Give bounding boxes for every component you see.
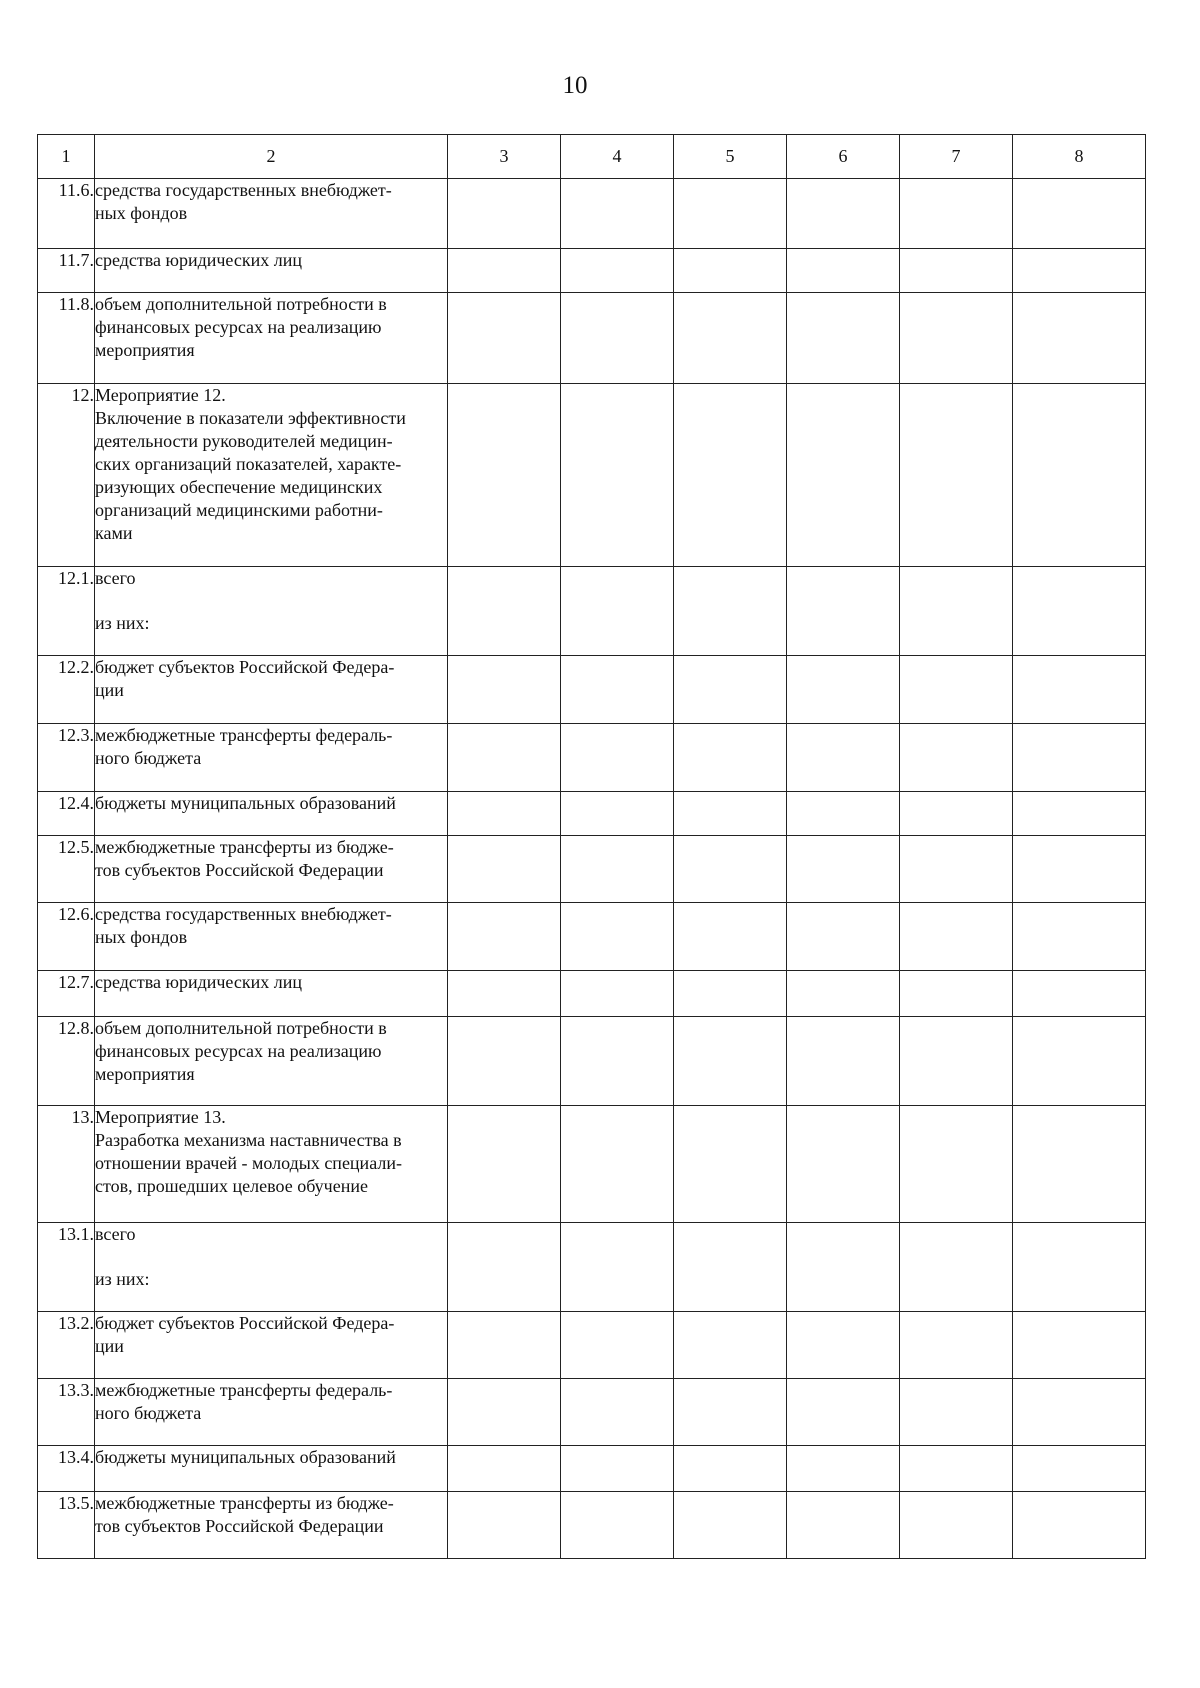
table-row <box>38 903 1146 971</box>
row-description <box>95 1106 448 1223</box>
value-cell <box>561 1312 674 1379</box>
description-line: межбюджетные трансферты федераль- <box>95 1380 393 1400</box>
value-cell <box>561 384 674 567</box>
value-cell <box>900 384 1013 567</box>
description-line: межбюджетные трансферты из бюдже- <box>95 837 394 857</box>
page-number: 10 <box>562 72 588 99</box>
column-header: 1 <box>38 135 95 179</box>
column-header: 4 <box>561 135 674 179</box>
value-cell <box>448 249 561 293</box>
description-line: ного бюджета <box>95 748 202 768</box>
value-cell <box>674 724 787 792</box>
description-line: тов субъектов Российской Федерации <box>95 1516 384 1536</box>
value-cell <box>787 1017 900 1106</box>
column-header: 8 <box>1013 135 1146 179</box>
description-line: отношении врачей - молодых специали- <box>95 1153 402 1173</box>
row-description <box>95 1379 448 1446</box>
value-cell <box>900 1017 1013 1106</box>
description-subline: из них: <box>95 613 150 633</box>
value-cell <box>1013 1312 1146 1379</box>
description-line: ских организаций показателей, характе- <box>95 454 402 474</box>
row-description <box>95 179 448 249</box>
table-row <box>38 1017 1146 1106</box>
table-row <box>38 567 1146 656</box>
row-description <box>95 567 448 656</box>
value-cell <box>900 903 1013 971</box>
description-line: межбюджетные трансферты из бюдже- <box>95 1493 394 1513</box>
row-description <box>95 1223 448 1312</box>
value-cell <box>787 836 900 903</box>
description-subline: из них: <box>95 1269 150 1289</box>
description-line: ных фондов <box>95 203 188 223</box>
value-cell <box>1013 1379 1146 1446</box>
row-description <box>95 656 448 724</box>
value-cell <box>900 836 1013 903</box>
description-line: ции <box>95 680 124 700</box>
table-row <box>38 724 1146 792</box>
table-body <box>38 179 1146 1559</box>
value-cell <box>787 971 900 1017</box>
value-cell <box>787 1446 900 1492</box>
value-cell <box>1013 249 1146 293</box>
value-cell <box>1013 836 1146 903</box>
row-description <box>95 1017 448 1106</box>
row-description <box>95 971 448 1017</box>
value-cell <box>900 656 1013 724</box>
description-line: Мероприятие 12. <box>95 385 226 405</box>
description-line: средства государственных внебюджет- <box>95 904 392 924</box>
description-line: ного бюджета <box>95 1403 202 1423</box>
value-cell <box>448 567 561 656</box>
row-number: 12. <box>38 384 95 567</box>
value-cell <box>900 293 1013 384</box>
row-description <box>95 249 448 293</box>
table-row <box>38 971 1146 1017</box>
row-description <box>95 792 448 836</box>
value-cell <box>900 1379 1013 1446</box>
value-cell <box>448 724 561 792</box>
description-line: финансовых ресурсах на реализацию <box>95 1041 382 1061</box>
table-row <box>38 293 1146 384</box>
value-cell <box>448 792 561 836</box>
table-row <box>38 792 1146 836</box>
value-cell <box>561 1379 674 1446</box>
value-cell <box>787 1492 900 1559</box>
description-line: Разработка механизма наставничества в <box>95 1130 402 1150</box>
table-row <box>38 1446 1146 1492</box>
row-number: 13.4. <box>38 1446 95 1492</box>
table-row <box>38 1106 1146 1223</box>
value-cell <box>674 249 787 293</box>
value-cell <box>561 903 674 971</box>
column-header: 2 <box>95 135 448 179</box>
value-cell <box>900 1106 1013 1223</box>
value-cell <box>448 1223 561 1312</box>
description-line: ками <box>95 523 133 543</box>
value-cell <box>1013 656 1146 724</box>
value-cell <box>561 724 674 792</box>
value-cell <box>561 792 674 836</box>
description-line: Включение в показатели эффективности <box>95 408 406 428</box>
description-line: стов, прошедших целевое обучение <box>95 1176 368 1196</box>
value-cell <box>448 1312 561 1379</box>
description-line: всего <box>95 1224 136 1244</box>
value-cell <box>900 1223 1013 1312</box>
value-cell <box>787 903 900 971</box>
description-line: бюджеты муниципальных образований <box>95 793 396 813</box>
value-cell <box>674 1492 787 1559</box>
value-cell <box>448 656 561 724</box>
value-cell <box>674 1017 787 1106</box>
description-line: мероприятия <box>95 1064 195 1084</box>
value-cell <box>448 836 561 903</box>
value-cell <box>900 179 1013 249</box>
budget-table <box>37 134 1146 1559</box>
value-cell <box>674 971 787 1017</box>
value-cell <box>561 1492 674 1559</box>
value-cell <box>448 1446 561 1492</box>
table-row <box>38 179 1146 249</box>
row-number: 12.3. <box>38 724 95 792</box>
value-cell <box>1013 724 1146 792</box>
table-row <box>38 1492 1146 1559</box>
value-cell <box>561 249 674 293</box>
value-cell <box>900 1492 1013 1559</box>
value-cell <box>1013 567 1146 656</box>
value-cell <box>900 792 1013 836</box>
value-cell <box>448 384 561 567</box>
row-number: 12.5. <box>38 836 95 903</box>
description-line: бюджет субъектов Российской Федера- <box>95 1313 395 1333</box>
description-line: ных фондов <box>95 927 188 947</box>
description-line: мероприятия <box>95 340 195 360</box>
description-line: объем дополнительной потребности в <box>95 294 387 314</box>
description-line: бюджет субъектов Российской Федера- <box>95 657 395 677</box>
value-cell <box>787 1312 900 1379</box>
value-cell <box>787 249 900 293</box>
value-cell <box>674 1379 787 1446</box>
value-cell <box>900 1312 1013 1379</box>
row-number: 11.8. <box>38 293 95 384</box>
value-cell <box>787 656 900 724</box>
value-cell <box>900 724 1013 792</box>
value-cell <box>787 1106 900 1223</box>
value-cell <box>1013 179 1146 249</box>
value-cell <box>1013 1223 1146 1312</box>
table-row <box>38 1379 1146 1446</box>
value-cell <box>674 567 787 656</box>
table-row <box>38 836 1146 903</box>
value-cell <box>787 1379 900 1446</box>
row-description <box>95 1446 448 1492</box>
value-cell <box>448 903 561 971</box>
description-line: межбюджетные трансферты федераль- <box>95 725 393 745</box>
table-row <box>38 1312 1146 1379</box>
column-header: 3 <box>448 135 561 179</box>
column-header: 6 <box>787 135 900 179</box>
value-cell <box>674 1312 787 1379</box>
value-cell <box>1013 792 1146 836</box>
description-line: тов субъектов Российской Федерации <box>95 860 384 880</box>
row-number: 12.8. <box>38 1017 95 1106</box>
value-cell <box>1013 903 1146 971</box>
value-cell <box>1013 1017 1146 1106</box>
value-cell <box>561 1106 674 1223</box>
value-cell <box>674 836 787 903</box>
value-cell <box>787 179 900 249</box>
description-line: ризующих обеспечение медицинских <box>95 477 383 497</box>
table-row <box>38 1223 1146 1312</box>
description-line: средства юридических лиц <box>95 972 302 992</box>
value-cell <box>674 1106 787 1223</box>
value-cell <box>1013 1446 1146 1492</box>
row-description <box>95 1492 448 1559</box>
value-cell <box>674 903 787 971</box>
row-description <box>95 724 448 792</box>
value-cell <box>674 293 787 384</box>
row-number: 13.2. <box>38 1312 95 1379</box>
value-cell <box>561 971 674 1017</box>
value-cell <box>561 179 674 249</box>
header-row <box>38 135 1146 179</box>
value-cell <box>1013 1106 1146 1223</box>
description-line: бюджеты муниципальных образований <box>95 1447 396 1467</box>
value-cell <box>1013 384 1146 567</box>
value-cell <box>448 971 561 1017</box>
row-number: 13.3. <box>38 1379 95 1446</box>
row-number: 12.7. <box>38 971 95 1017</box>
value-cell <box>1013 293 1146 384</box>
value-cell <box>448 293 561 384</box>
value-cell <box>448 1017 561 1106</box>
value-cell <box>1013 971 1146 1017</box>
row-description <box>95 903 448 971</box>
value-cell <box>787 293 900 384</box>
column-header: 7 <box>900 135 1013 179</box>
value-cell <box>787 792 900 836</box>
value-cell <box>561 567 674 656</box>
description-line: всего <box>95 568 136 588</box>
value-cell <box>674 1446 787 1492</box>
value-cell <box>561 1446 674 1492</box>
row-number: 11.7. <box>38 249 95 293</box>
row-description <box>95 384 448 567</box>
value-cell <box>674 1223 787 1312</box>
value-cell <box>448 1106 561 1223</box>
value-cell <box>674 179 787 249</box>
description-line: Мероприятие 13. <box>95 1107 226 1127</box>
row-number: 13. <box>38 1106 95 1223</box>
value-cell <box>787 567 900 656</box>
value-cell <box>674 792 787 836</box>
value-cell <box>900 567 1013 656</box>
column-header: 5 <box>674 135 787 179</box>
value-cell <box>674 656 787 724</box>
row-description <box>95 1312 448 1379</box>
description-line: средства государственных внебюджет- <box>95 180 392 200</box>
value-cell <box>1013 1492 1146 1559</box>
value-cell <box>787 724 900 792</box>
description-line: организаций медицинскими работни- <box>95 500 383 520</box>
value-cell <box>787 384 900 567</box>
row-number: 13.1. <box>38 1223 95 1312</box>
description-line: объем дополнительной потребности в <box>95 1018 387 1038</box>
row-number: 12.2. <box>38 656 95 724</box>
value-cell <box>448 179 561 249</box>
description-line: финансовых ресурсах на реализацию <box>95 317 382 337</box>
row-number: 12.6. <box>38 903 95 971</box>
value-cell <box>900 249 1013 293</box>
value-cell <box>900 971 1013 1017</box>
value-cell <box>561 293 674 384</box>
value-cell <box>561 1017 674 1106</box>
row-number: 13.5. <box>38 1492 95 1559</box>
row-description <box>95 293 448 384</box>
value-cell <box>900 1446 1013 1492</box>
table-row <box>38 384 1146 567</box>
description-line: средства юридических лиц <box>95 250 302 270</box>
value-cell <box>561 656 674 724</box>
table-row <box>38 656 1146 724</box>
value-cell <box>448 1492 561 1559</box>
value-cell <box>561 836 674 903</box>
value-cell <box>787 1223 900 1312</box>
table-row <box>38 249 1146 293</box>
row-description <box>95 836 448 903</box>
value-cell <box>448 1379 561 1446</box>
value-cell <box>674 384 787 567</box>
description-line: деятельности руководителей медицин- <box>95 431 393 451</box>
row-number: 12.4. <box>38 792 95 836</box>
row-number: 12.1. <box>38 567 95 656</box>
description-line: ции <box>95 1336 124 1356</box>
value-cell <box>561 1223 674 1312</box>
row-number: 11.6. <box>38 179 95 249</box>
